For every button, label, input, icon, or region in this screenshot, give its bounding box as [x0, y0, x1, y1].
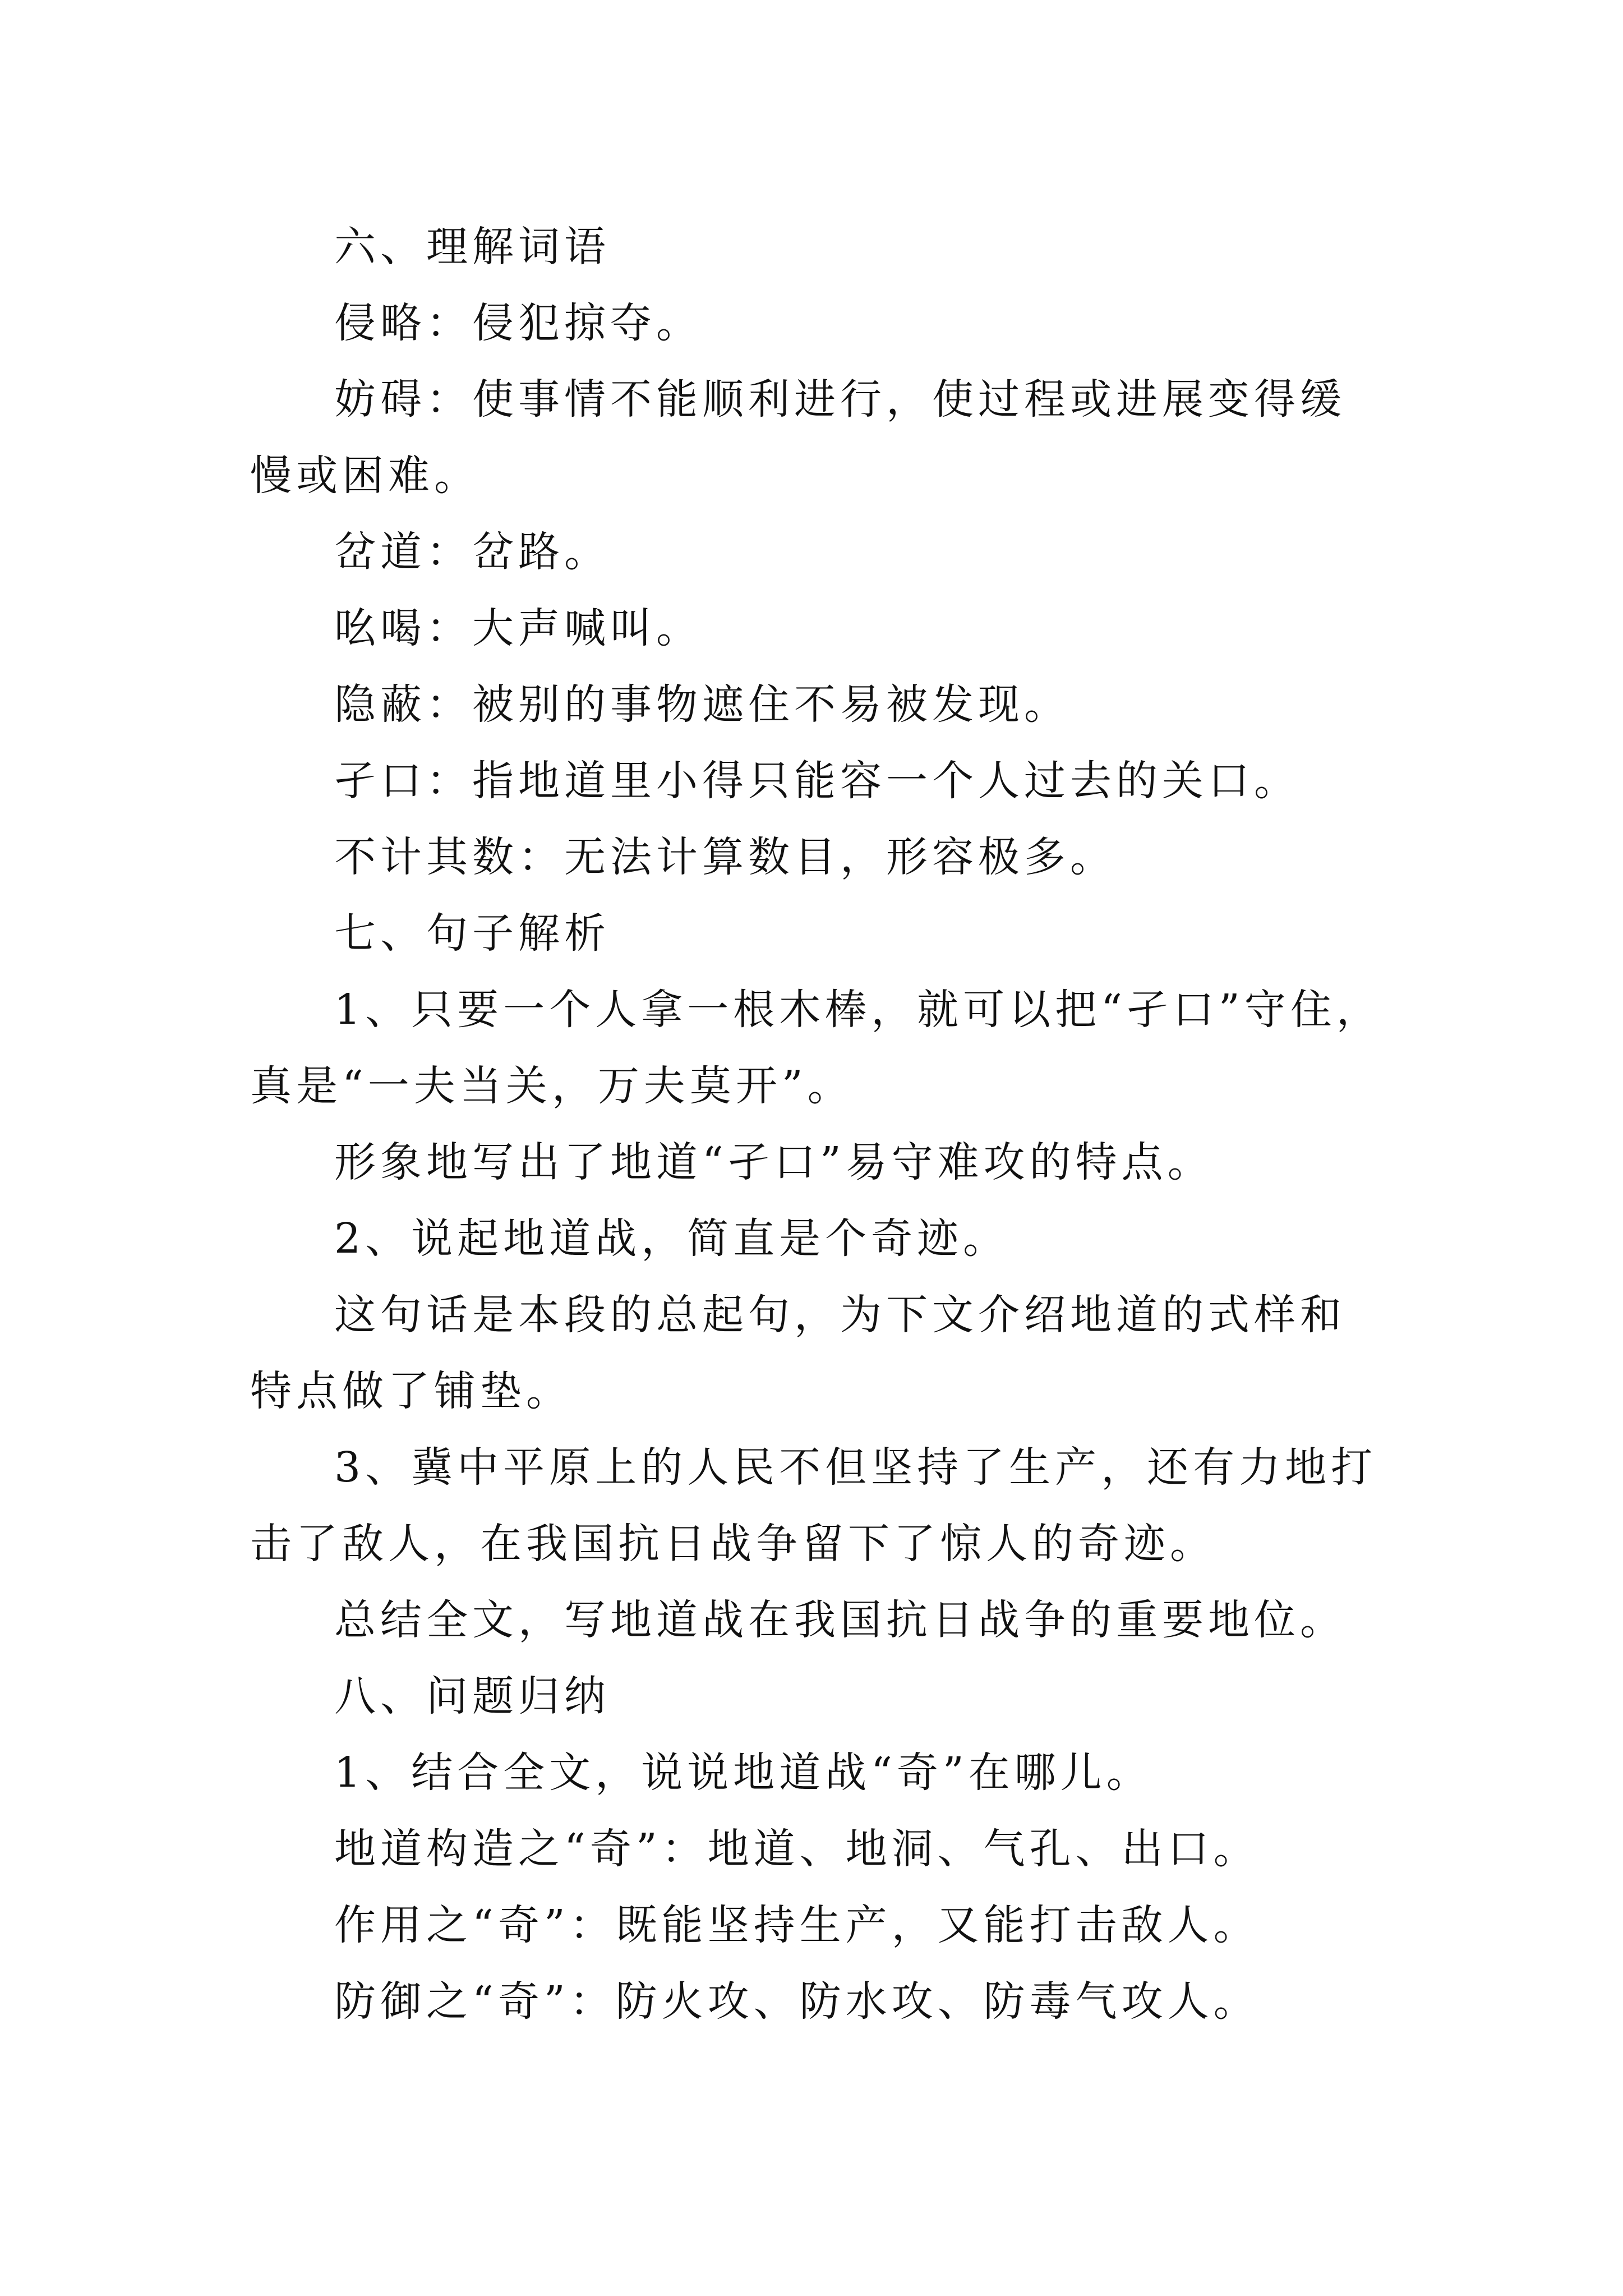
document-page [250, 209, 1383, 2040]
answer-function: 作用之“奇”：既能坚持生产，又能打击敌人。 [334, 1901, 1260, 1949]
definition-chadao: 岔道：岔路。 [334, 528, 610, 576]
answer-structure: 地道构造之“奇”：地道、地洞、气孔、出口。 [334, 1825, 1260, 1873]
sentence-1-analysis: 形象地写出了地道“孑口”易守难攻的特点。 [334, 1138, 1214, 1186]
sentence-3-analysis: 总结全文，写地道战在我国抗日战争的重要地位。 [334, 1596, 1346, 1644]
section-heading-vocabulary: 六、理解词语 [334, 223, 610, 271]
sentence-2-analysis: 这句话是本段的总起句，为下文介绍地道的式样和特点做了铺垫。 [250, 1291, 1346, 1415]
definition-fangai: 妨碍：使事情不能顺利进行，使过程或进展变得缓慢或困难。 [250, 375, 1346, 500]
sentence-1: 1、只要一个人拿一根木棒，就可以把“孑口”守住，真是“一夫当关，万夫莫开”。 [250, 986, 1382, 1110]
definition-yinbi: 隐蔽：被别的事物遮住不易被发现。 [334, 680, 1070, 729]
sentence-3: 3、冀中平原上的人民不但坚持了生产，还有力地打击了敌人，在我国抗日战争留下了惊人的奇迹。 [250, 1443, 1377, 1568]
definition-yaohe: 吆喝：大声喊叫。 [334, 604, 702, 652]
definition-bujiqishu: 不计其数：无法计算数目，形容极多。 [334, 833, 1116, 881]
answer-defense: 防御之“奇”：防火攻、防水攻、防毒气攻人。 [334, 1977, 1260, 2026]
section-heading-sentence-analysis: 七、句子解析 [334, 909, 610, 958]
section-heading-question-summary: 八、问题归纳 [334, 1672, 610, 1720]
definition-qinlue: 侵略：侵犯掠夺。 [334, 299, 702, 347]
question-1: 1、结合全文，说说地道战“奇”在哪儿。 [334, 1749, 1152, 1797]
sentence-2: 2、说起地道战，简直是个奇迹。 [334, 1214, 1009, 1263]
definition-jiekou: 孑口：指地道里小得只能容一个人过去的关口。 [334, 757, 1300, 805]
